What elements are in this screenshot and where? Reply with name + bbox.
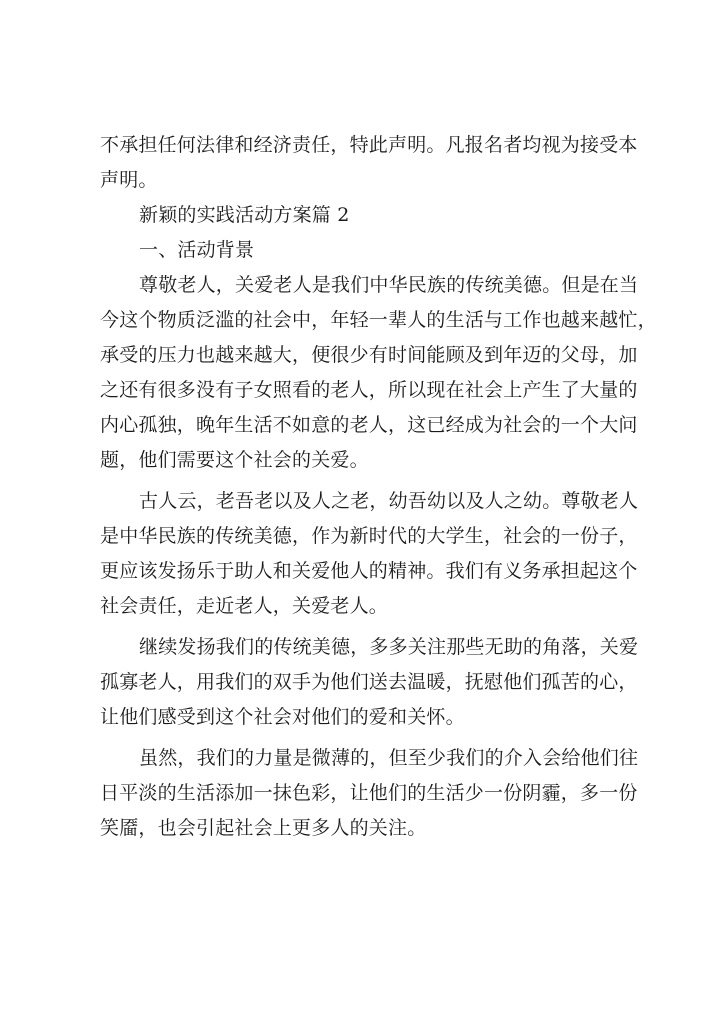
text-line: 日平淡的生活添加一抹色彩，让他们的生活少一份阴霾，多一份: [100, 782, 638, 804]
text-line: 不承担任何法律和经济责任，特此声明。凡报名者均视为接受本: [100, 134, 638, 156]
text-line: 之还有很多没有子女照看的老人，所以现在社会上产生了大量的: [100, 379, 638, 401]
text-line: 孤寡老人，用我们的双手为他们送去温暖，抚慰他们孤苦的心，: [100, 671, 638, 693]
background-paragraph-2: [100, 484, 660, 624]
text-line: 让他们感受到这个社会对他们的爱和关怀。: [100, 706, 465, 728]
document-body: [100, 128, 660, 846]
text-line: 是中华民族的传统美德，作为新时代的大学生，社会的一份子，: [100, 525, 638, 547]
text-line: 新颖的实践活动方案篇 2: [139, 204, 350, 226]
text-line: 笑靥，也会引起社会上更多人的关注。: [100, 817, 427, 839]
text-line: 题，他们需要这个社会的关爱。: [100, 449, 369, 471]
text-line: 内心孤独，晚年生活不如意的老人，这已经成为社会的一个大问: [100, 414, 638, 436]
section-heading-background: [100, 233, 660, 268]
text-line: 古人云，老吾老以及人之老，幼吾幼以及人之幼。尊敬老人: [139, 490, 639, 512]
text-line: 一、活动背景: [139, 239, 255, 261]
text-line: 社会责任，走近老人，关爱老人。: [100, 595, 389, 617]
text-line: 虽然，我们的力量是微薄的，但至少我们的介入会给他们往: [139, 747, 639, 769]
background-paragraph-4: [100, 741, 660, 846]
text-line: 声明。: [100, 169, 158, 191]
disclaimer-paragraph: [100, 128, 660, 198]
text-line: 继续发扬我们的传统美德，多多关注那些无助的角落，关爱: [139, 636, 639, 658]
text-line: 今这个物质泛滥的社会中，年轻一辈人的生活与工作也越来越忙，: [100, 309, 657, 331]
text-line: 更应该发扬乐于助人和关爱他人的精神。我们有义务承担起这个: [100, 560, 638, 582]
section-title: [100, 198, 660, 233]
text-line: 承受的压力也越来越大，便很少有时间能顾及到年迈的父母，加: [100, 344, 638, 366]
text-line: 尊敬老人，关爱老人是我们中华民族的传统美德。但是在当: [139, 274, 639, 296]
background-paragraph-1: [100, 268, 660, 478]
background-paragraph-3: [100, 630, 660, 735]
